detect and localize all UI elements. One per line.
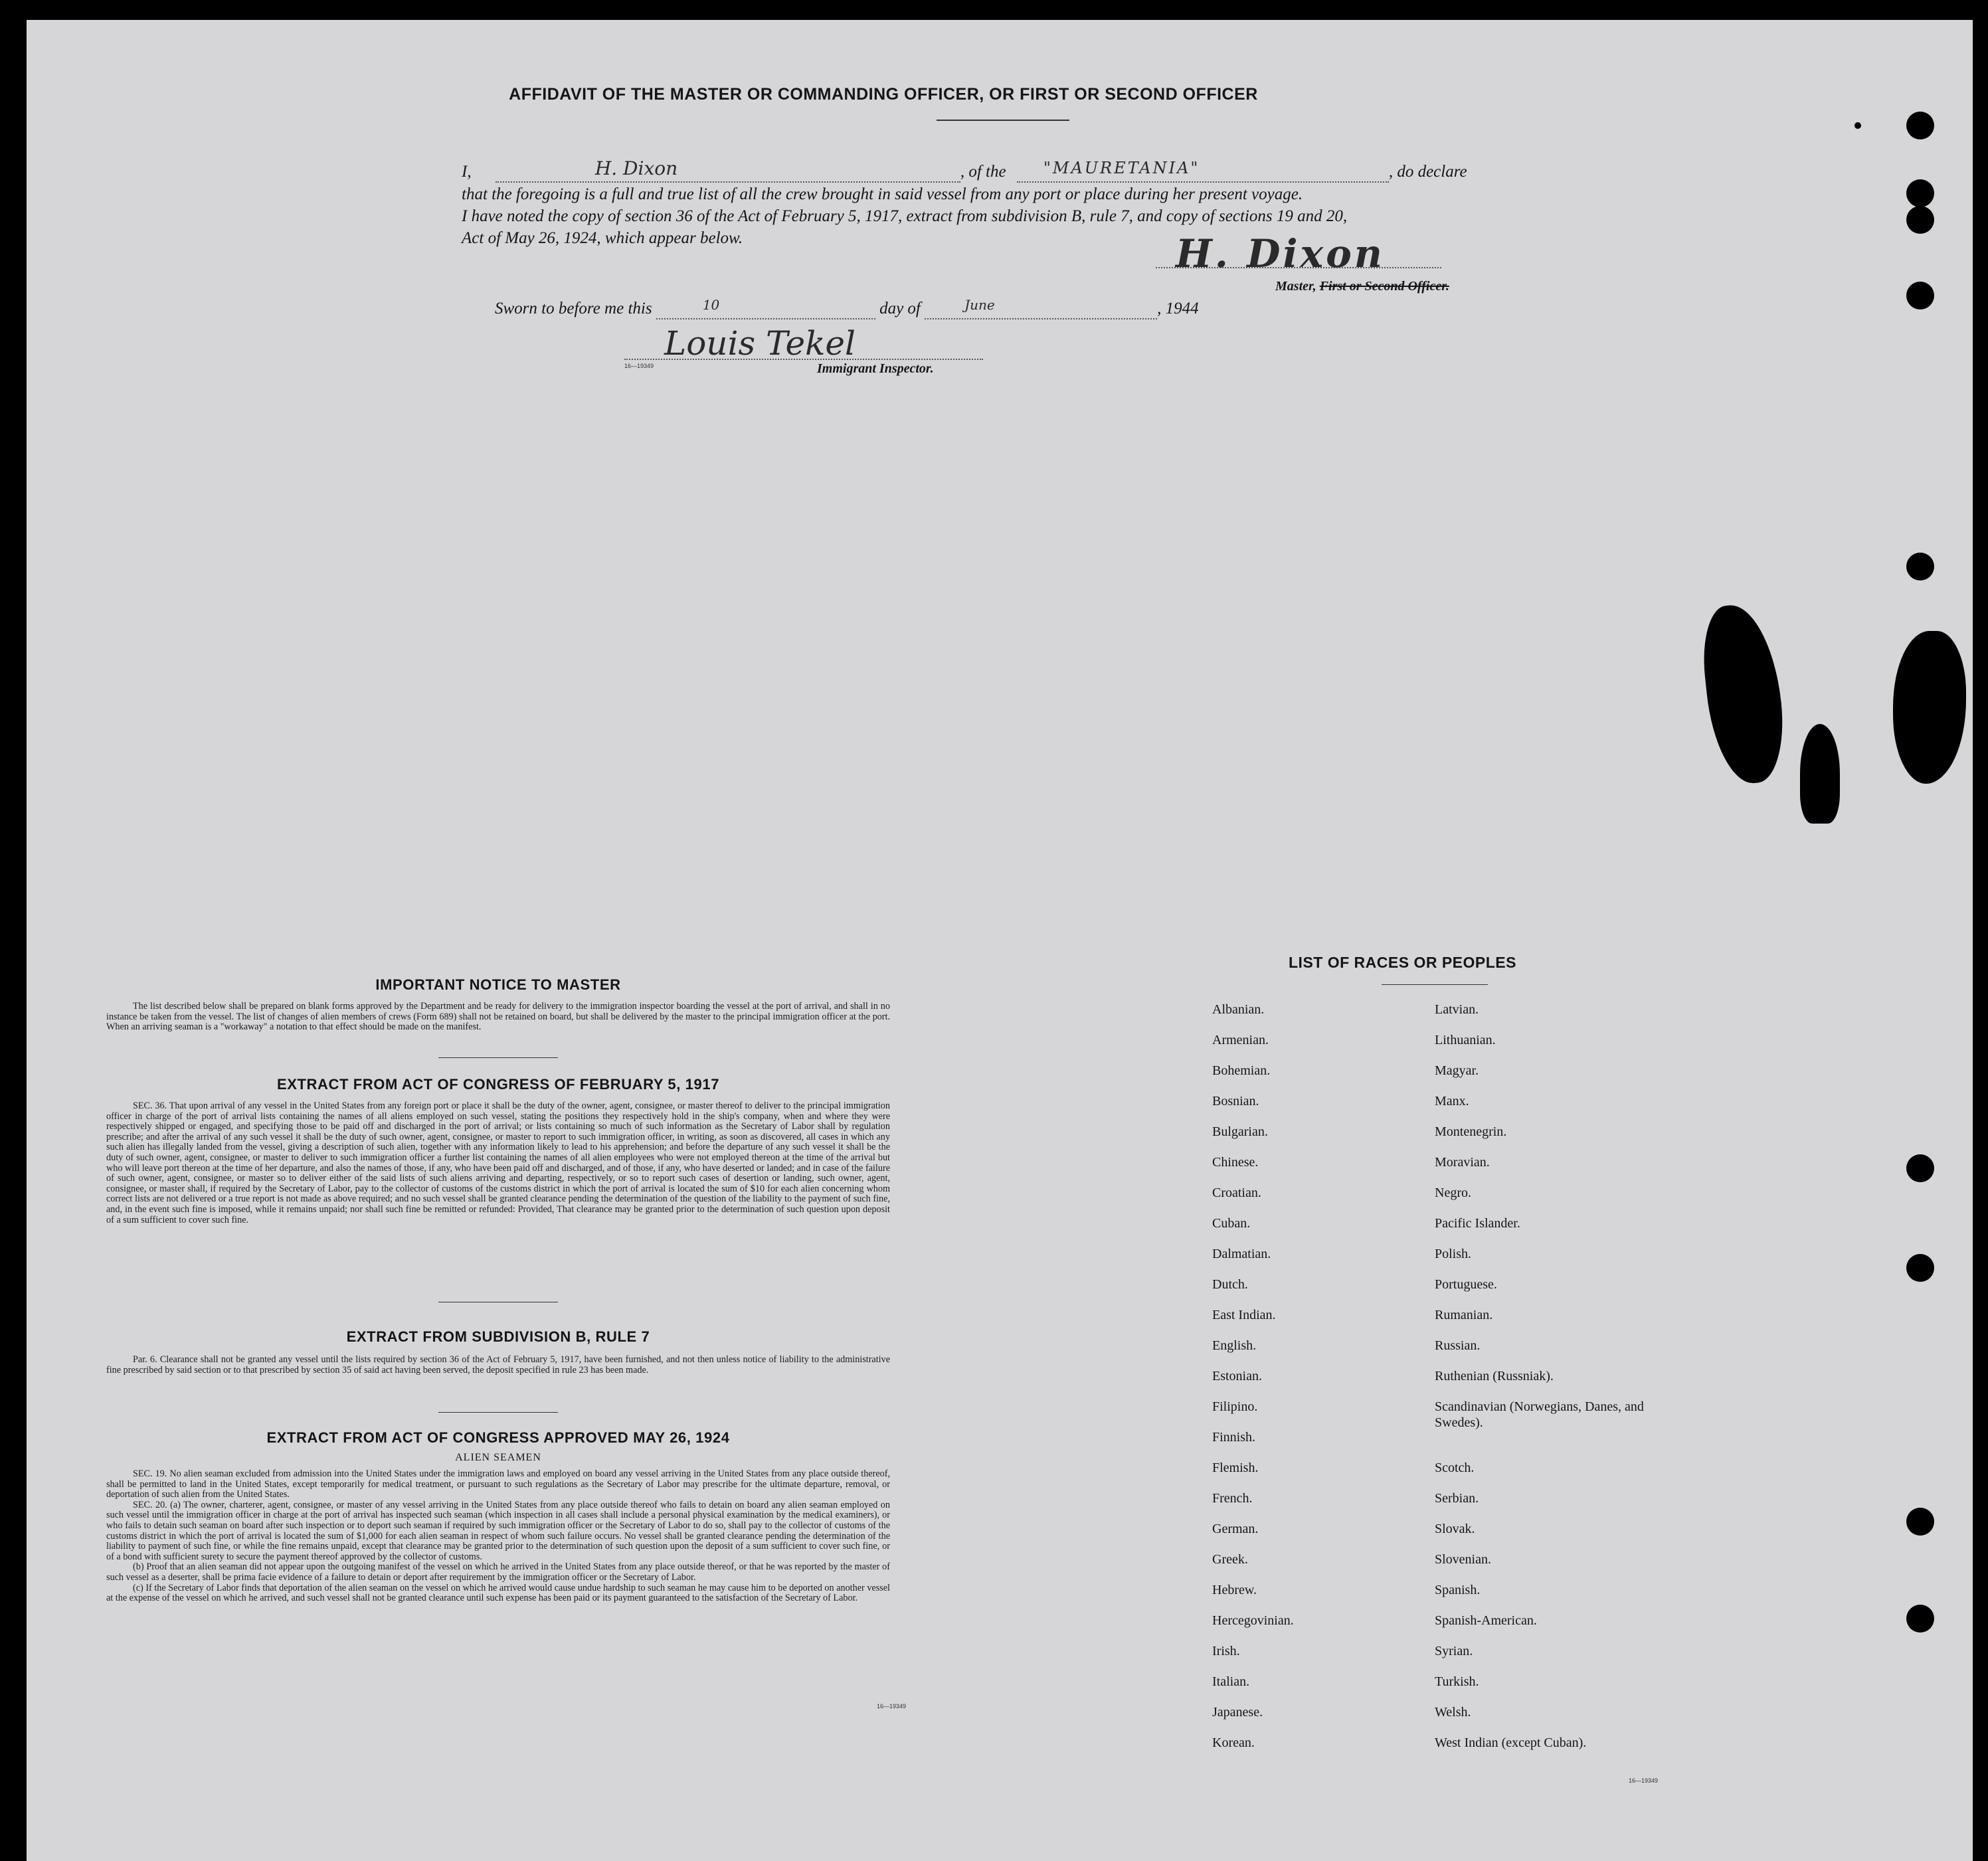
- extract-form-number: 16—19349: [877, 1703, 907, 1710]
- races-left-column: [1212, 1002, 1294, 1765]
- race-item: Manx.: [1435, 1094, 1469, 1108]
- punch-hole: [1906, 1605, 1934, 1633]
- rule7-divider: [438, 1412, 558, 1413]
- day-of-label: day of: [879, 300, 921, 317]
- race-item: Greek.: [1212, 1552, 1248, 1567]
- title-divider: [937, 120, 1069, 121]
- race-item: Pacific Islander.: [1435, 1216, 1520, 1231]
- race-item: Welsh.: [1435, 1705, 1471, 1720]
- race-item: Dutch.: [1212, 1277, 1248, 1292]
- notice-text: The list described below shall be prepared on blank forms approved by the Department and be ready for delivery to the immigration inspector boarding the vessel at the port of arrival, and shall in no instance be taken from the vessel. The list of changes of alien members of crews (Form 689) shall not be retained on board, but shall be delivered by the master to the principal immigration officer at the port. When an arriving seaman is a "workaway" a notation to that effect should be made on the manifest.: [106, 1001, 890, 1033]
- sworn-line: [495, 298, 1199, 319]
- vessel-name-handwritten: "MAURETANIA": [1043, 159, 1200, 177]
- race-item: West Indian (except Cuban).: [1435, 1735, 1587, 1750]
- notice-divider: [438, 1057, 558, 1058]
- inspector-label: Immigrant Inspector.: [817, 361, 934, 376]
- race-item: Magyar.: [1435, 1063, 1479, 1078]
- do-declare-label: , do declare: [1388, 163, 1467, 181]
- races-heading: LIST OF RACES OR PEOPLES: [1289, 954, 1516, 971]
- race-item: Bohemian.: [1212, 1063, 1271, 1078]
- master-title: [1275, 279, 1449, 294]
- damage-stain: [1800, 724, 1840, 824]
- ink-dot: [1854, 122, 1861, 129]
- race-item: Flemish.: [1212, 1461, 1259, 1475]
- race-item: Korean.: [1212, 1735, 1255, 1750]
- race-item: English.: [1212, 1338, 1257, 1353]
- officer-name-field: [496, 157, 960, 183]
- race-item: German.: [1212, 1522, 1259, 1536]
- race-item: French.: [1212, 1491, 1253, 1506]
- signature-line: [1156, 267, 1441, 268]
- sworn-year: , 1944: [1157, 300, 1199, 317]
- race-item: Estonian.: [1212, 1369, 1262, 1383]
- master-label: Master,: [1275, 279, 1320, 294]
- document-page: [27, 20, 1973, 1861]
- race-item: Ruthenian (Russniak).: [1435, 1369, 1554, 1383]
- race-item: Rumanian.: [1435, 1308, 1493, 1322]
- declaration-i: I,: [462, 163, 472, 181]
- race-item: Irish.: [1212, 1644, 1240, 1658]
- rule7-text: Par. 6. Clearance shall not be granted any vessel until the lists required by section 36 of the Act of February 5, 1917, have been furnished, and not then unless notice of liability to the administrative fine prescribed by said section or to that prescribed by section 35 of said act having been served, the deposit specified in rule 23 has been made.: [106, 1354, 890, 1375]
- punch-hole: [1906, 179, 1934, 207]
- punch-hole: [1906, 1254, 1934, 1282]
- race-item: Bulgarian.: [1212, 1124, 1268, 1139]
- rule7-heading: EXTRACT FROM SUBDIVISION B, RULE 7: [346, 1328, 650, 1345]
- extract-1924-body: [106, 1469, 890, 1604]
- race-item: Bosnian.: [1212, 1094, 1259, 1108]
- race-item: Lithuanian.: [1435, 1033, 1496, 1047]
- race-item: Scotch.: [1435, 1461, 1475, 1475]
- punch-hole: [1906, 206, 1934, 234]
- alien-seamen-subheading: ALIEN SEAMEN: [455, 1452, 541, 1463]
- section-20a-text: SEC. 20. (a) The owner, charterer, agent, consignee, or master of any vessel arriving in the United States from any place outside thereof who fails to detain on board any alien seaman employed on such vessel until the immigration officer in charge at the port of arrival has inspected such seaman (which inspection in all cases shall include a personal physical examination by the medical examiners), or who fails to detain such seaman on board after such inspection or to deport such seaman if required by such immigration officer or the Secretary of Labor to do so, shall pay to the collector of customs of the customs district in which the port of arrival is located the sum of $1,000 for each alien seaman in respect of whom such failure occurs. No vessel shall be granted clearance pending the determination of the liability to payment of such fine, or while the fine remains unpaid, except that clearance may be granted prior to the determination of such question upon the deposit of a sum sufficient to cover such fine, or of a bond with sufficient surety to secure the payment thereof approved by the collector of customs.: [106, 1499, 890, 1562]
- sworn-month-field: [925, 297, 1157, 319]
- race-item: Hebrew.: [1212, 1583, 1257, 1597]
- race-item: Slovak.: [1435, 1522, 1475, 1536]
- inspector-line: [624, 359, 983, 360]
- sworn-day-field: [656, 297, 875, 319]
- punch-hole: [1906, 1154, 1934, 1182]
- sworn-day-handwritten: 10: [702, 297, 720, 313]
- race-item: Negro.: [1435, 1186, 1471, 1200]
- race-item: Montenegrin.: [1435, 1124, 1507, 1139]
- race-item: Slovenian.: [1435, 1552, 1491, 1567]
- punch-hole: [1906, 282, 1934, 310]
- race-item: Finnish.: [1212, 1430, 1256, 1445]
- race-item: Italian.: [1212, 1674, 1250, 1689]
- races-right-column: [1435, 1002, 1647, 1765]
- race-item: Hercegovinian.: [1212, 1613, 1294, 1628]
- race-item: Spanish-American.: [1435, 1613, 1537, 1628]
- race-item: Japanese.: [1212, 1705, 1263, 1720]
- notice-heading: IMPORTANT NOTICE TO MASTER: [375, 976, 621, 993]
- races-divider: [1382, 984, 1488, 985]
- declaration-line-2: that the foregoing is a full and true list of all the crew brought in said vessel from any port or place during her present voyage.: [462, 185, 1303, 203]
- race-item: Scandinavian (Norwegians, Danes, and Swedes).: [1435, 1399, 1644, 1430]
- vessel-name-field: [1017, 159, 1389, 183]
- race-item: Albanian.: [1212, 1002, 1265, 1017]
- extract-1917-heading: EXTRACT FROM ACT OF CONGRESS OF FEBRUARY 5, 1917: [276, 1076, 720, 1093]
- race-item: Filipino.: [1212, 1399, 1258, 1414]
- punch-hole: [1906, 112, 1934, 139]
- section-19-text: SEC. 19. No alien seaman excluded from admission into the United States under the immigration laws and employed on board any vessel arriving in the United States from any place outside thereof, shall be permitted to land in the United States, except temporarily for medical treatment, or pursuant to such regulations as the Secretary of Labor may prescribe for the ultimate departure, removal, or deportation of such alien from the United States.: [106, 1468, 890, 1500]
- affidavit-title: AFFIDAVIT OF THE MASTER OR COMMANDING OFFICER, OR FIRST OR SECOND OFFICER: [509, 85, 1258, 104]
- race-item: Spanish.: [1435, 1583, 1481, 1597]
- race-item: Turkish.: [1435, 1674, 1479, 1689]
- race-item: Polish.: [1435, 1247, 1472, 1261]
- declaration-line-1: [462, 157, 1467, 183]
- race-item: Serbian.: [1435, 1491, 1479, 1506]
- race-item: Latvian.: [1435, 1002, 1479, 1017]
- race-item: Cuban.: [1212, 1216, 1251, 1231]
- inspector-signature: Louis Tekel: [664, 324, 856, 363]
- declaration-line-4: Act of May 26, 1924, which appear below.: [462, 229, 743, 247]
- master-struck-text: First or Second Officer.: [1319, 279, 1449, 294]
- race-item: Croatian.: [1212, 1186, 1261, 1200]
- race-item: Syrian.: [1435, 1644, 1473, 1658]
- section-20b-text: (b) Proof that an alien seaman did not appear upon the outgoing manifest of the vessel on which he arrived in the United States from any place outside thereof, or that he was reported by the master of such vessel as a deserter, shall be prima facie evidence of a failure to detain or deport after requirement by the immigration officer or the Secretary of Labor.: [106, 1561, 890, 1583]
- races-form-number: 16—19349: [1629, 1777, 1659, 1784]
- race-item: Portuguese.: [1435, 1277, 1497, 1292]
- officer-name-handwritten: H. Dixon: [594, 157, 678, 179]
- affidavit-form-number: 16—19349: [624, 363, 654, 369]
- declaration-line-3: I have noted the copy of section 36 of the Act of February 5, 1917, extract from subdivision B, rule 7, and copy of sections 19 and 20,: [462, 207, 1348, 225]
- extract-1917-text: SEC. 36. That upon arrival of any vessel in the United States from any foreign port or place it shall be the duty of the owner, agent, consignee, or master thereof to deliver to the principal immigration officer in charge of the port of arrival lists containing the names of all aliens employed on such vessel, stating the positions they respectively hold in the ship's company, when and where they were respectively shipped or engaged, and specifying those to be paid off and discharged in the port of arrival; or lists containing so much of such information as the Secretary of Labor shall by regulation prescribe; and after the arrival of any such vessel it shall be the duty of such owner, agent, consignee, or master to report to such immigration officer, in writing, as soon as discovered, all cases in which any such alien has illegally landed from the vessel, giving a description of such alien, together with any information likely to lead to his apprehension; and before the departure of any such vessel it shall be the duty of such owner, agent, consignee, or master to deliver to such immigration officer a further list containing the names of all alien employees who were not employed thereon at the time of the arrival but who will leave port thereon at the time of her departure, and also the names of those, if any, who have been paid off and discharged, and of those, if any, who have deserted or landed; and in case of the failure of such owner, agent, consignee, or master so to deliver either of the said lists of such aliens arriving and departing, respectively, or so to report such cases of desertion or landing, such owner, agent, consignee, or master shall, if required by the Secretary of Labor, pay to the collector of customs of the customs district in which the port of arrival is located the sum of $10 for each alien concerning whom correct lists are not delivered or a true report is not made as above required; and no such vessel shall be granted clearance pending the determination of the question of the liability to the payment of such fine, and, in the event such fine is imposed, while it remains unpaid; nor shall such fine be remitted or refunded: Provided, That clearance may be granted prior to the determination of such question upon deposit of a sum sufficient to cover such fine.: [106, 1101, 890, 1225]
- sworn-month-handwritten: June: [964, 297, 995, 313]
- punch-hole: [1906, 553, 1934, 580]
- race-item: Dalmatian.: [1212, 1247, 1271, 1261]
- extract-1924-heading: EXTRACT FROM ACT OF CONGRESS APPROVED MAY 26, 1924: [266, 1429, 730, 1446]
- race-item: East Indian.: [1212, 1308, 1276, 1322]
- of-the-label: , of the: [960, 163, 1006, 181]
- race-item: Russian.: [1435, 1338, 1481, 1353]
- race-item: Moravian.: [1435, 1155, 1490, 1170]
- master-signature: H. Dixon: [1176, 231, 1385, 276]
- race-item: Armenian.: [1212, 1033, 1269, 1047]
- damage-stain: [1893, 631, 1966, 784]
- race-item: Chinese.: [1212, 1155, 1259, 1170]
- damage-stain: [1698, 601, 1789, 787]
- sworn-label: Sworn to before me this: [495, 300, 652, 317]
- punch-hole: [1906, 1508, 1934, 1536]
- section-20c-text: (c) If the Secretary of Labor finds that deportation of the alien seaman on the vessel on which he arrived would cause undue hardship to such seaman he may cause him to be deported on another vessel at the expense of the vessel on which he arrived, and such vessel shall not be granted clearance until such expense has been paid or its payment guaranteed to the satisfaction of the Secretary of Labor.: [106, 1582, 890, 1604]
